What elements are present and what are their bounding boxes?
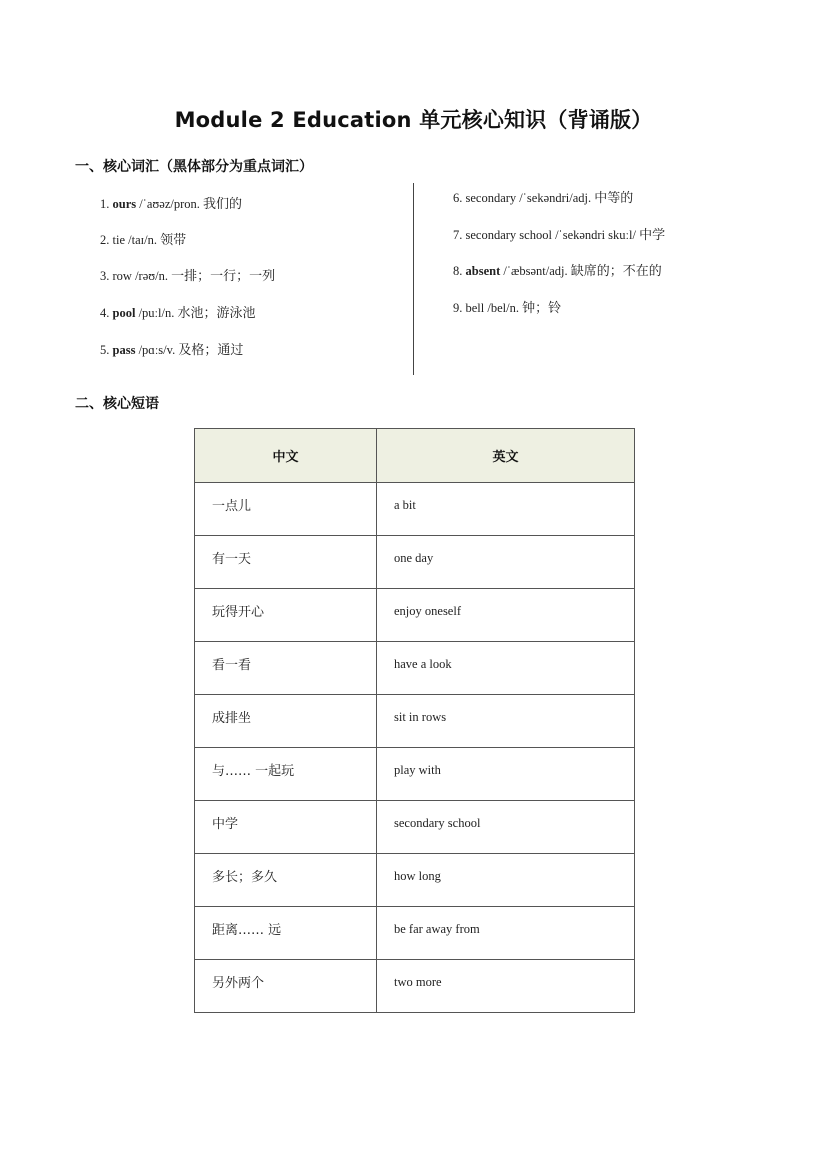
vocab-word: ours xyxy=(112,197,137,211)
column-header-english: 英文 xyxy=(377,429,635,483)
phrases-table xyxy=(194,428,635,1013)
vocab-item xyxy=(100,265,275,284)
vocab-phonetic: /ˈæbsənt/adj. xyxy=(503,264,568,278)
phrase-chinese: 成排坐 xyxy=(195,695,377,748)
table-row xyxy=(195,483,635,536)
phrase-chinese: 玩得开心 xyxy=(195,589,377,642)
table-row xyxy=(195,960,635,1013)
vocab-meaning: 钟；铃 xyxy=(522,301,562,316)
vocab-number: 4. xyxy=(100,306,110,320)
page-title: Module 2 Education 单元核心知识（背诵版） xyxy=(174,108,653,132)
vocab-item xyxy=(100,302,255,321)
vocab-phonetic: /taɪ/n. xyxy=(128,233,157,247)
vocab-number: 8. xyxy=(453,264,463,278)
vocab-meaning: 一排；一行；一列 xyxy=(171,269,276,284)
phrase-english: be far away from xyxy=(377,907,635,960)
vocab-phonetic: /rəʊ/n. xyxy=(135,269,168,283)
phrase-chinese: 距离…… 远 xyxy=(195,907,377,960)
vocab-meaning: 中学 xyxy=(639,228,666,243)
phrase-english: secondary school xyxy=(377,801,635,854)
phrase-english: enjoy oneself xyxy=(377,589,635,642)
vocab-number: 2. xyxy=(100,233,110,247)
table-row xyxy=(195,695,635,748)
vocab-word: bell xyxy=(465,301,485,315)
phrase-chinese: 与…… 一起玩 xyxy=(195,748,377,801)
vocab-phonetic: /puːl/n. xyxy=(138,306,175,320)
vocab-word: secondary xyxy=(465,191,517,205)
vocab-item xyxy=(100,229,186,248)
vocab-number: 1. xyxy=(100,197,110,211)
vocab-phonetic: /pɑːs/v. xyxy=(138,343,176,357)
phrase-chinese: 有一天 xyxy=(195,536,377,589)
vocab-phonetic: /ˈaʊəz/pron. xyxy=(139,197,200,211)
vocab-item xyxy=(100,339,243,358)
phrase-chinese: 一点儿 xyxy=(195,483,377,536)
vocab-item xyxy=(453,260,662,279)
vocab-word: tie xyxy=(112,233,125,247)
table-row xyxy=(195,642,635,695)
vocab-word: secondary school xyxy=(465,228,552,242)
phrase-english: a bit xyxy=(377,483,635,536)
table-row xyxy=(195,854,635,907)
phrase-chinese: 看一看 xyxy=(195,642,377,695)
phrase-chinese: 多长；多久 xyxy=(195,854,377,907)
vocab-item xyxy=(453,224,665,243)
column-header-chinese: 中文 xyxy=(195,429,377,483)
table-header-row xyxy=(195,429,635,483)
vocab-item xyxy=(453,187,633,206)
phrase-english: sit in rows xyxy=(377,695,635,748)
vocab-meaning: 缺席的；不在的 xyxy=(570,264,662,279)
phrase-english: have a look xyxy=(377,642,635,695)
vocab-phonetic: /ˈsekəndri skuːl/ xyxy=(555,228,636,242)
phrase-english: two more xyxy=(377,960,635,1013)
table-row xyxy=(195,536,635,589)
phrase-english: one day xyxy=(377,536,635,589)
vocab-meaning: 我们的 xyxy=(203,197,243,212)
vocab-meaning: 领带 xyxy=(160,233,187,248)
vocab-number: 3. xyxy=(100,269,110,283)
vocab-word: absent xyxy=(465,264,501,278)
phrase-english: play with xyxy=(377,748,635,801)
vocab-word: pass xyxy=(112,343,136,357)
phrase-chinese: 另外两个 xyxy=(195,960,377,1013)
table-row xyxy=(195,801,635,854)
vocab-meaning: 及格；通过 xyxy=(178,343,244,358)
table-row xyxy=(195,907,635,960)
vocab-item xyxy=(453,297,561,316)
vocab-number: 7. xyxy=(453,228,463,242)
phrases-heading: 二、核心短语 xyxy=(75,396,159,412)
phrase-english: how long xyxy=(377,854,635,907)
vocabulary-heading: 一、核心词汇（黑体部分为重点词汇） xyxy=(75,159,313,175)
column-divider xyxy=(413,183,414,375)
vocab-item xyxy=(100,193,242,212)
vocab-word: row xyxy=(112,269,132,283)
vocab-phonetic: /bel/n. xyxy=(487,301,519,315)
vocab-meaning: 水池；游泳池 xyxy=(177,306,256,321)
phrase-chinese: 中学 xyxy=(195,801,377,854)
vocab-number: 9. xyxy=(453,301,463,315)
vocab-number: 5. xyxy=(100,343,110,357)
table-row xyxy=(195,589,635,642)
vocab-phonetic: /ˈsekəndri/adj. xyxy=(519,191,592,205)
vocab-meaning: 中等的 xyxy=(594,191,634,206)
table-row xyxy=(195,748,635,801)
vocab-number: 6. xyxy=(453,191,463,205)
vocab-word: pool xyxy=(112,306,136,320)
